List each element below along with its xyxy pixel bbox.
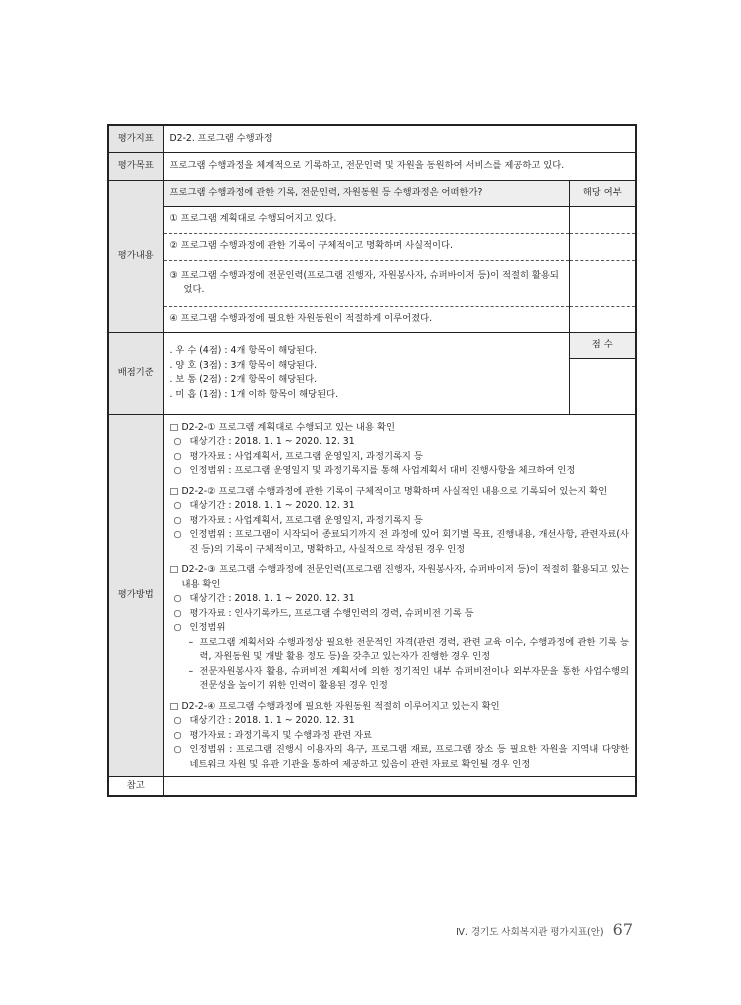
- dash-bullet-icon: –: [188, 665, 194, 677]
- method-item-text: 인정범위 : 프로그램 진행시 이용자의 욕구, 프로그램 재료, 프로그램 장소 등 필요한 자원을 지역내 다양한 네트워크 자원 및 유관 기관을 통하여 제공하고 있음이 관련 자료로 확인될 경우 인정: [189, 744, 629, 770]
- method-item: [170, 435, 630, 450]
- content-item-row: [108, 233, 636, 260]
- content-item-row: [108, 206, 636, 233]
- checkbox-icon: □: [169, 700, 179, 712]
- content-item: ② 프로그램 수행과정에 관한 기록이 구체적이고 명확하며 사실적이다.: [163, 233, 569, 260]
- method-item: [170, 729, 630, 744]
- footer-text: Ⅳ. 경기도 사회복지관 평가지표(안): [456, 927, 604, 938]
- method-item-text: 대상기간 : 2018. 1. 1 ~ 2020. 12. 31: [189, 593, 355, 604]
- circle-bullet-icon: ○: [173, 529, 182, 540]
- method-item: [170, 592, 630, 607]
- indicator-label: 평가지표: [108, 125, 163, 152]
- method-item-text: 대상기간 : 2018. 1. 1 ~ 2020. 12. 31: [189, 500, 355, 511]
- method-item-text: 평가자료 : 사업계획서, 프로그램 운영일지, 과정기록지 등: [189, 450, 423, 462]
- circle-bullet-icon: ○: [173, 607, 182, 619]
- method-item: [170, 514, 630, 529]
- note-value: [163, 777, 636, 796]
- method-subitem: [170, 636, 630, 665]
- method-title: [170, 700, 630, 715]
- content-item-row: [108, 306, 636, 332]
- method-item-text: 대상기간 : 2018. 1. 1 ~ 2020. 12. 31: [189, 715, 355, 726]
- applicable-cell: [569, 306, 636, 332]
- method-block: [170, 485, 630, 558]
- method-item-text: 평가자료 : 과정기록지 및 수행과정 관련 자료: [189, 729, 373, 741]
- content-item: ④ 프로그램 수행과정에 필요한 자원동원이 적절하게 이루어졌다.: [163, 306, 569, 332]
- method-item: [170, 499, 630, 514]
- circle-bullet-icon: ○: [173, 465, 182, 476]
- method-item-text: 인정범위: [189, 622, 226, 633]
- applicable-header: 해당 여부: [569, 180, 636, 206]
- method-label: 평가방법: [108, 414, 163, 777]
- method-title: [170, 563, 630, 592]
- circle-bullet-icon: ○: [173, 729, 182, 741]
- method-item-text: 인정범위 : 프로그램이 시작되어 종료되기까지 전 과정에 있어 회기별 목표, 진행내용, 개선사항, 관련자료(사진 등)의 기록이 구체적이고, 명확하고, 사실적으로 작성된 경우 인정: [189, 529, 629, 555]
- score-header: 점 수: [569, 332, 636, 358]
- method-item: [170, 714, 630, 729]
- circle-bullet-icon: ○: [173, 622, 182, 633]
- method-content: [163, 414, 636, 777]
- method-item-text: 평가자료 : 인사기록카드, 프로그램 수행인력의 경력, 슈퍼비전 기록 등: [189, 607, 474, 619]
- checkbox-icon: □: [169, 564, 179, 575]
- method-title-text: D2-2-② 프로그램 수행과정에 관한 기록이 구체적이고 명확하며 사실적인 내용으로 기록되어 있는지 확인: [181, 485, 608, 497]
- note-row: [108, 777, 636, 796]
- applicable-cell: [569, 233, 636, 260]
- scoring-list: [163, 332, 569, 414]
- method-item-text: 인정범위 : 프로그램 운영일지 및 과정기록지를 통해 사업계획서 대비 진행사항을 체크하여 인정: [189, 465, 576, 476]
- content-item-text: ③ 프로그램 수행과정에 전문인력(프로그램 진행자, 자원봉사자, 슈퍼바이저 등)이 적절히 활용되었다.: [169, 269, 559, 295]
- content-item: ① 프로그램 계획대로 수행되어지고 있다.: [163, 206, 569, 233]
- page-number: 67: [612, 920, 633, 939]
- objective-row: [108, 152, 636, 180]
- method-block: [170, 563, 630, 694]
- circle-bullet-icon: ○: [173, 744, 182, 755]
- method-item-text: 대상기간 : 2018. 1. 1 ~ 2020. 12. 31: [189, 436, 355, 447]
- note-label: 참고: [108, 777, 163, 796]
- method-subitem-text: 프로그램 계획서와 수행과정상 필요한 전문적인 자격(관련 경력, 관련 교육 이수, 수행과정에 관한 기록 능력, 자원동원 및 개발 활용 정도 등)을 갖추고 있는자가 진행한 경우 인정: [199, 636, 629, 662]
- scoring-row: [108, 332, 636, 358]
- dash-bullet-icon: –: [188, 636, 194, 648]
- circle-bullet-icon: ○: [173, 450, 182, 462]
- checkbox-icon: □: [169, 421, 179, 433]
- method-title-text: D2-2-③ 프로그램 수행과정에 전문인력(프로그램 진행자, 자원봉사자, 슈퍼바이저 등)이 적절히 활용되고 있는 내용 확인: [181, 564, 629, 590]
- method-title: [170, 421, 630, 436]
- method-title: [170, 485, 630, 500]
- method-block: [170, 421, 630, 479]
- method-title-text: D2-2-④ 프로그램 수행과정에 필요한 자원동원 적절히 이루어지고 있는지 확인: [181, 700, 500, 712]
- checkbox-icon: □: [169, 485, 179, 497]
- score-cell: [569, 358, 636, 414]
- content-label: 평가내용: [108, 180, 163, 332]
- objective-value: 프로그램 수행과정을 체계적으로 기록하고, 전문인력 및 자원을 동원하여 서비스를 제공하고 있다.: [163, 152, 636, 180]
- scoring-item: . 양 호 (3점) : 3개 항목이 해당된다.: [169, 359, 318, 371]
- circle-bullet-icon: ○: [173, 715, 182, 726]
- method-block: [170, 700, 630, 773]
- indicator-row: [108, 125, 636, 152]
- scoring-item: . 우 수 (4점) : 4개 항목이 해당된다.: [169, 345, 318, 356]
- method-item: [170, 607, 630, 622]
- evaluation-table: [107, 124, 637, 797]
- scoring-item: . 미 흡 (1점) : 1개 이하 항목이 해당된다.: [169, 388, 339, 400]
- method-item: [170, 450, 630, 465]
- applicable-cell: [569, 206, 636, 233]
- applicable-cell: [569, 260, 636, 306]
- objective-label: 평가목표: [108, 152, 163, 180]
- content-item-row: [108, 260, 636, 306]
- indicator-value: D2-2. 프로그램 수행과정: [163, 125, 636, 152]
- method-title-text: D2-2-① 프로그램 계획대로 수행되고 있는 내용 확인: [181, 421, 395, 433]
- method-item: [170, 621, 630, 636]
- circle-bullet-icon: ○: [173, 593, 182, 604]
- method-item: [170, 743, 630, 772]
- circle-bullet-icon: ○: [173, 514, 182, 526]
- method-item: [170, 528, 630, 557]
- page-footer: [456, 920, 633, 939]
- content-item: [163, 260, 569, 306]
- circle-bullet-icon: ○: [173, 500, 182, 511]
- scoring-item: . 보 통 (2점) : 2개 항목이 해당된다.: [169, 374, 318, 385]
- circle-bullet-icon: ○: [173, 436, 182, 447]
- method-row: [108, 414, 636, 777]
- scoring-label: 배점기준: [108, 332, 163, 414]
- method-subitem-text: 전문자원봉사자 활용, 슈퍼비전 계획서에 의한 정기적인 내부 슈퍼비전이나 외부자문을 통한 사업수행의 전문성을 높이기 위한 인력이 활용된 경우 인정: [199, 665, 629, 691]
- method-subitem: [170, 665, 630, 694]
- content-question-row: [108, 180, 636, 206]
- content-question: 프로그램 수행과정에 관한 기록, 전문인력, 자원동원 등 수행과정은 어떠한가?: [163, 180, 569, 206]
- method-item: [170, 464, 630, 479]
- method-item-text: 평가자료 : 사업계획서, 프로그램 운영일지, 과정기록지 등: [189, 514, 423, 526]
